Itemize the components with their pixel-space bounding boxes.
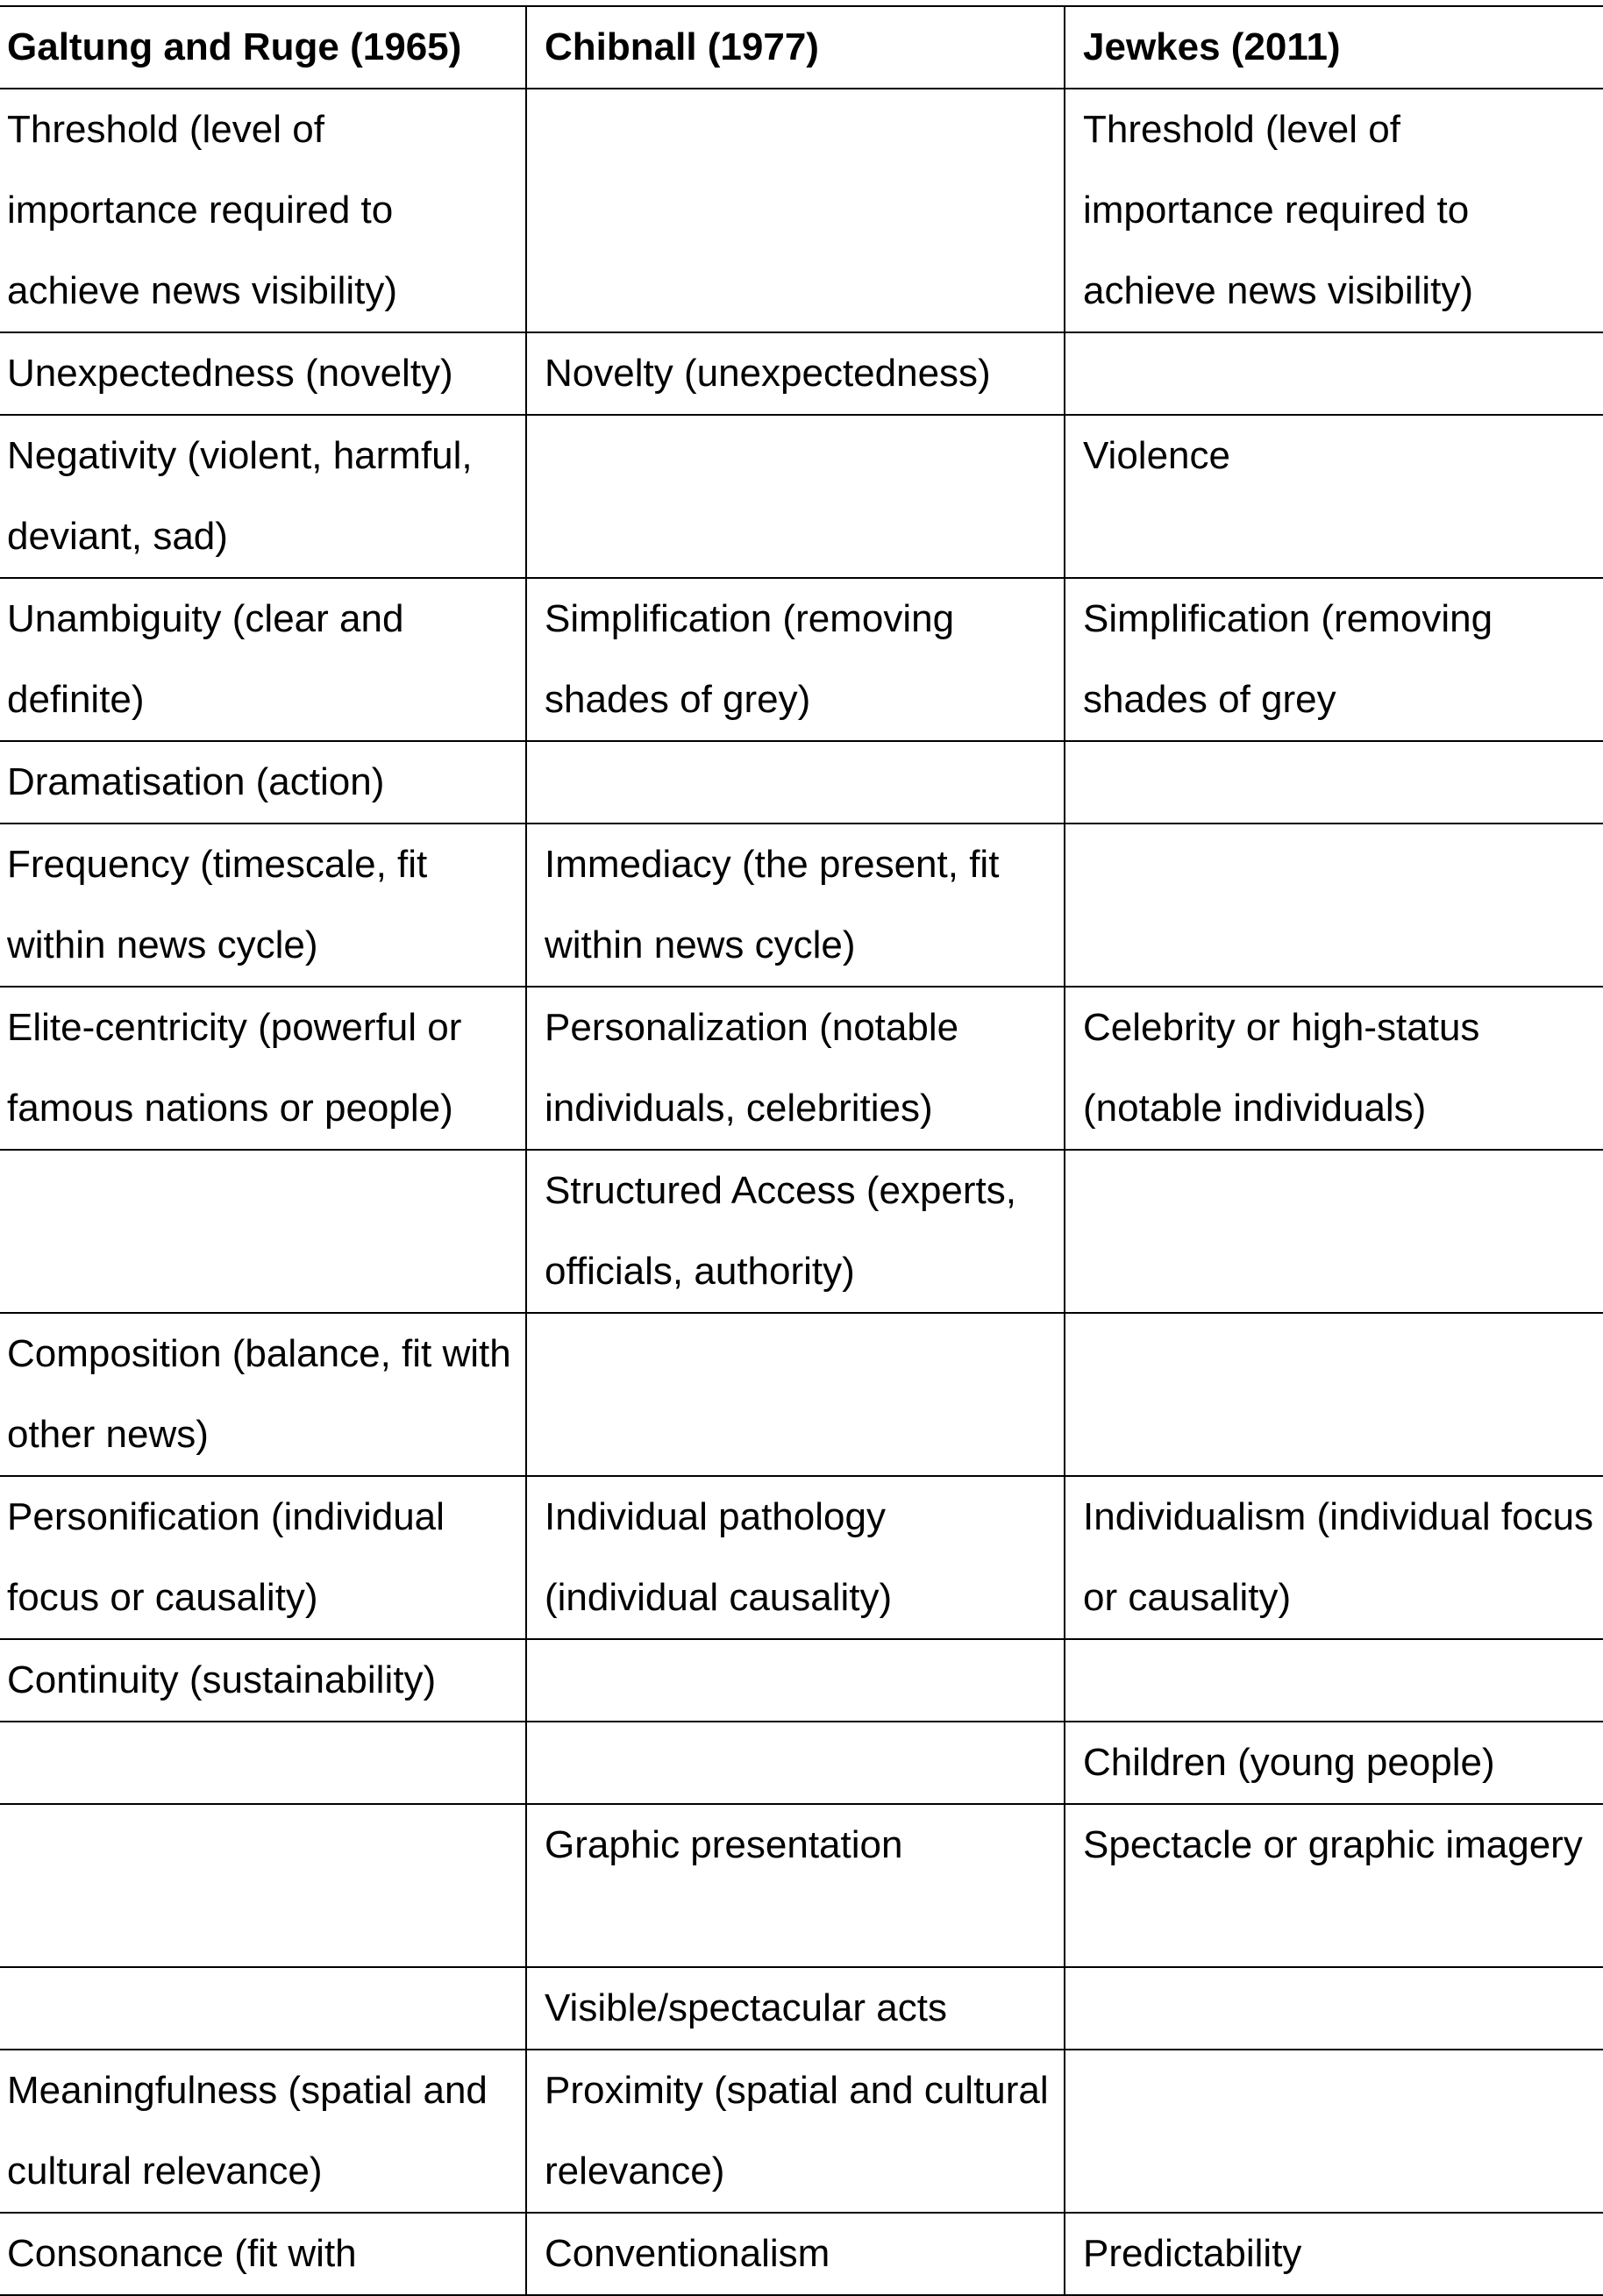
- table-cell: [1065, 1639, 1603, 1722]
- table-cell: Elite-centricity (powerful or famous nations or people): [0, 987, 526, 1150]
- table-cell: Unambiguity (clear and definite): [0, 578, 526, 741]
- table-row: [0, 332, 1603, 415]
- table-cell: Immediacy (the present, fit within news cycle): [526, 824, 1065, 987]
- table-row: [0, 1722, 1603, 1804]
- table-cell: Continuity (sustainability): [0, 1639, 526, 1722]
- table-cell: Unexpectedness (novelty): [0, 332, 526, 415]
- table-cell: [1065, 824, 1603, 987]
- table-cell: Predictability: [1065, 2213, 1603, 2295]
- table-cell: Dramatisation (action): [0, 741, 526, 824]
- news-values-table: [0, 5, 1603, 2296]
- table-cell: [0, 1150, 526, 1313]
- table-cell: Conventionalism: [526, 2213, 1065, 2295]
- table-cell: Meaningfulness (spatial and cultural relevance): [0, 2050, 526, 2213]
- table-cell: Graphic presentation: [526, 1804, 1065, 1967]
- column-header-galtung-ruge: Galtung and Ruge (1965): [0, 6, 526, 89]
- table-cell: Celebrity or high-status (notable individuals): [1065, 987, 1603, 1150]
- table-cell: Simplification (removing shades of grey): [526, 578, 1065, 741]
- table-row: [0, 578, 1603, 741]
- table-cell: Personification (individual focus or causality): [0, 1476, 526, 1639]
- table-cell: [526, 1313, 1065, 1476]
- table-cell: Simplification (removing shades of grey: [1065, 578, 1603, 741]
- table-cell: Composition (balance, fit with other news): [0, 1313, 526, 1476]
- table-cell: Children (young people): [1065, 1722, 1603, 1804]
- table-cell: Frequency (timescale, fit within news cycle): [0, 824, 526, 987]
- table-row: [0, 2050, 1603, 2213]
- table-cell: [526, 415, 1065, 578]
- table-cell: Negativity (violent, harmful, deviant, sad): [0, 415, 526, 578]
- table-cell: Spectacle or graphic imagery: [1065, 1804, 1603, 1967]
- table-cell: Novelty (unexpectedness): [526, 332, 1065, 415]
- table-row: [0, 1150, 1603, 1313]
- table-cell: [0, 1967, 526, 2050]
- table-row: [0, 1967, 1603, 2050]
- table-cell: [1065, 2050, 1603, 2213]
- table-cell: Threshold (level of importance required to achieve news visibility): [1065, 89, 1603, 332]
- table-cell: Violence: [1065, 415, 1603, 578]
- table-cell: Personalization (notable individuals, celebrities): [526, 987, 1065, 1150]
- table-row: [0, 415, 1603, 578]
- table-row: [0, 1804, 1603, 1967]
- table-cell: [0, 1722, 526, 1804]
- table-cell: [526, 1722, 1065, 1804]
- table-cell: [1065, 1967, 1603, 2050]
- table-row: [0, 741, 1603, 824]
- table-row: [0, 824, 1603, 987]
- table-row: [0, 2213, 1603, 2295]
- table-row: [0, 1313, 1603, 1476]
- table-row: [0, 987, 1603, 1150]
- table-row: [0, 89, 1603, 332]
- table-cell: Consonance (fit with: [0, 2213, 526, 2295]
- table-cell: [0, 1804, 526, 1967]
- table-cell: Structured Access (experts, officials, authority): [526, 1150, 1065, 1313]
- table-cell: [1065, 1313, 1603, 1476]
- table-cell: [1065, 741, 1603, 824]
- table-cell: [526, 89, 1065, 332]
- table-cell: [526, 741, 1065, 824]
- table-row: [0, 1639, 1603, 1722]
- table-cell: Proximity (spatial and cultural relevance): [526, 2050, 1065, 2213]
- table-cell: Individual pathology (individual causality): [526, 1476, 1065, 1639]
- table-cell: Individualism (individual focus or causality): [1065, 1476, 1603, 1639]
- table-cell: Threshold (level of importance required to achieve news visibility): [0, 89, 526, 332]
- column-header-chibnall: Chibnall (1977): [526, 6, 1065, 89]
- header-row: [0, 6, 1603, 89]
- table-cell: [526, 1639, 1065, 1722]
- column-header-jewkes: Jewkes (2011): [1065, 6, 1603, 89]
- table-cell: [1065, 1150, 1603, 1313]
- table-row: [0, 1476, 1603, 1639]
- table-cell: Visible/spectacular acts: [526, 1967, 1065, 2050]
- table-cell: [1065, 332, 1603, 415]
